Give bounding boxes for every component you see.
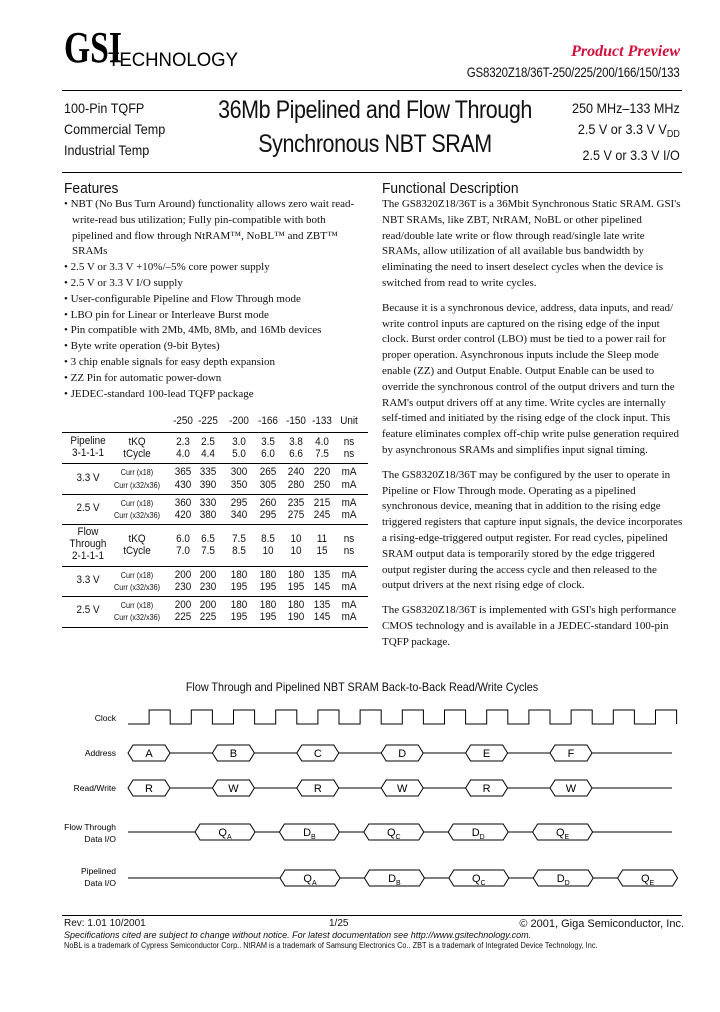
table-param: Curr (x32/x36)	[113, 613, 161, 623]
flowthrough-data-value-main: D	[303, 827, 312, 839]
table-rule	[62, 627, 368, 628]
table-cell: 350	[230, 478, 248, 491]
table-param: Curr (x32/x36)	[113, 583, 161, 592]
table-param: tCycle	[123, 545, 151, 557]
table-cell: 15	[316, 545, 328, 557]
table-section-label: Pipeline	[70, 435, 106, 447]
functional-description	[382, 197, 684, 660]
table-cell: 365	[174, 466, 192, 479]
table-cell: mA	[341, 599, 357, 612]
feature-item: • NBT (No Bus Turn Around) functionality allows zero wait read-write-read bus utilization; Fully pin-compatible with both pipelined and flow through NtRAM™, NoBL™ and ZBT™ SRAMs	[64, 198, 355, 258]
part-number: GS8320Z18/36T-250/225/200/166/150/133	[467, 64, 680, 80]
table-cell: 6.6	[289, 448, 303, 461]
table-cell: 195	[230, 581, 248, 593]
vdd-sub: DD	[666, 129, 680, 140]
table-section-label: 3.3 V	[76, 471, 100, 484]
table-param: tCycle	[123, 448, 151, 461]
table-cell: 195	[287, 581, 305, 593]
package-type: 100-Pin TQFP	[64, 100, 145, 116]
feature-item: • 3 chip enable signals for easy depth expansion	[64, 355, 275, 368]
flowthrough-data-value-main: Q	[555, 827, 565, 839]
feature-item: • User-configurable Pipeline and Flow Through mode	[64, 292, 301, 305]
vdd-spec	[572, 119, 680, 145]
table-cell: 200	[199, 599, 217, 612]
table-cell: 225	[199, 611, 217, 624]
readwrite-label: Read/Write	[73, 783, 116, 793]
table-cell: 7.5	[315, 448, 329, 461]
table-col-header: -150	[286, 415, 306, 427]
table-col-header: -200	[229, 415, 249, 427]
table-cell: 260	[259, 496, 277, 509]
table-cell: 300	[230, 466, 248, 479]
table-cell: 145	[313, 581, 331, 593]
table-cell: 2.5	[201, 436, 215, 448]
table-cell: mA	[341, 611, 357, 624]
table-cell: 10	[290, 532, 302, 545]
table-cell: 145	[313, 611, 331, 624]
logo-word: TECHNOLOGY	[108, 50, 239, 71]
table-cell: 195	[230, 611, 248, 624]
table-param: Curr (x18)	[120, 468, 154, 478]
flow-through-label-2: Data I/O	[84, 834, 116, 844]
page-number: 1/25	[329, 918, 349, 929]
title-rule	[62, 172, 682, 173]
address-value: A	[145, 748, 153, 760]
table-cell: 180	[230, 568, 248, 581]
table-rule	[62, 432, 368, 433]
flowthrough-data-value-main: D	[471, 827, 480, 839]
flowthrough-data-value-sub: E	[564, 834, 570, 841]
table-cell: 295	[259, 509, 277, 521]
table-cell: 390	[199, 478, 217, 491]
table-cell: 8.5	[232, 545, 246, 557]
flowthrough-data-value-sub: B	[311, 834, 316, 841]
diagram-title: Flow Through and Pipelined NBT SRAM Back-to-Back Read/Write Cycles	[185, 680, 539, 694]
readwrite-value: R	[482, 783, 491, 795]
table-cell: 6.0	[176, 532, 190, 545]
table-cell: 10	[290, 545, 302, 557]
table-cell: 195	[259, 581, 277, 593]
table-rule	[62, 566, 368, 567]
table-cell: 225	[174, 611, 192, 624]
table-cell: 245	[313, 509, 331, 521]
table-cell: 200	[174, 599, 192, 612]
feature-item: • Pin compatible with 2Mb, 4Mb, 8Mb, and 16Mb devices	[64, 324, 322, 337]
table-cell: 340	[230, 509, 248, 521]
table-cell: 180	[287, 568, 305, 581]
table-param: Curr (x32/x36)	[113, 480, 161, 490]
table-cell: mA	[341, 568, 357, 581]
table-rule	[62, 463, 368, 464]
table-cell: 230	[199, 581, 217, 593]
table-cell: 305	[259, 478, 277, 491]
table-cell: 2.3	[176, 436, 190, 448]
table-cell: 335	[199, 466, 217, 479]
pipelined-data-value-main: Q	[303, 873, 312, 885]
trademark-notice: NoBL is a trademark of Cypress Semiconductor Corp.. NtRAM is a trademark of Samsung Electronics Co.. ZBT is a trademark of Integrated Device Technology, Inc.	[64, 941, 598, 950]
address-label: Address	[84, 748, 116, 758]
address-value: E	[482, 748, 491, 760]
header-rule	[62, 90, 682, 91]
table-cell: 7.0	[176, 545, 190, 557]
table-cell: 190	[287, 611, 305, 624]
table-cell: 11	[316, 532, 328, 545]
flowthrough-data-value-sub: C	[395, 834, 401, 841]
frequency-range: 250 MHz–133 MHz	[572, 100, 680, 116]
table-cell: 180	[287, 599, 305, 612]
table-cell: 7.5	[232, 532, 246, 545]
table-section-label: 2-1-1-1	[72, 550, 104, 563]
table-cell: 295	[230, 496, 248, 509]
pipelined-data-value-main: D	[556, 873, 565, 885]
table-section-label: Flow	[77, 525, 99, 538]
readwrite-value: R	[145, 783, 153, 795]
table-cell: 360	[174, 496, 192, 509]
table-cell: 265	[259, 466, 277, 479]
pipelined-label-2: Data I/O	[84, 878, 116, 888]
product-preview-label: Product Preview	[571, 43, 680, 60]
table-cell: mA	[341, 581, 357, 593]
table-cell: 4.0	[176, 448, 190, 461]
table-cell: 5.0	[232, 448, 246, 461]
table-cell: 3.8	[289, 436, 303, 448]
table-cell: 4.4	[201, 448, 215, 461]
table-cell: 420	[174, 509, 192, 521]
table-section-label: 2.5 V	[76, 501, 100, 514]
vio-spec: 2.5 V or 3.3 V I/O	[582, 147, 680, 163]
pipelined-data-value-sub: C	[480, 880, 486, 887]
table-cell: 10	[262, 545, 274, 557]
table-rule	[62, 596, 368, 597]
pipelined-data-value-sub: D	[564, 880, 570, 887]
flowthrough-data-value-sub: D	[479, 834, 485, 841]
table-cell: 200	[199, 568, 217, 581]
gsi-logo-graphic	[64, 22, 249, 76]
electrical-summary	[572, 98, 680, 166]
table-col-header: -250	[173, 415, 193, 427]
timing-diagram	[62, 700, 682, 900]
table-cell: 7.5	[201, 545, 215, 557]
readwrite-value: W	[228, 783, 239, 795]
table-cell: 220	[313, 466, 331, 479]
address-value: D	[398, 748, 407, 760]
readwrite-value: R	[313, 783, 322, 795]
table-cell: 200	[174, 568, 192, 581]
package-info	[64, 98, 165, 161]
table-cell: ns	[343, 532, 355, 545]
page-title	[212, 93, 539, 161]
vdd-text: 2.5 V or 3.3 V V	[578, 121, 667, 137]
readwrite-value: W	[565, 783, 577, 795]
title-line-2: Synchronous NBT SRAM	[258, 130, 492, 158]
table-section-label: 3.3 V	[76, 573, 100, 586]
flowthrough-data-value-sub: A	[226, 834, 232, 841]
table-param: tKQ	[128, 532, 146, 545]
footer-rule	[62, 915, 682, 916]
features-heading: Features	[64, 180, 119, 197]
table-cell: 135	[313, 568, 331, 581]
table-section-label: 2.5 V	[76, 604, 100, 617]
logo-letters: GSI	[64, 23, 122, 72]
table-cell: 195	[259, 611, 277, 624]
table-cell: 275	[287, 509, 305, 521]
table-param: Curr (x18)	[120, 498, 154, 508]
pipelined-data-value-main: D	[388, 873, 397, 885]
features-list	[64, 197, 369, 402]
table-cell: 230	[174, 581, 192, 593]
pipelined-data-value-sub: B	[396, 880, 401, 887]
table-cell: 430	[174, 478, 192, 491]
address-value: C	[313, 748, 322, 760]
gsi-logo	[64, 22, 249, 81]
table-section-label: Through	[69, 537, 107, 550]
flow-through-label-1: Flow Through	[64, 822, 116, 832]
table-cell: 180	[259, 568, 277, 581]
pipelined-data-value-sub: A	[311, 880, 317, 887]
table-param: tKQ	[128, 436, 146, 448]
feature-item: • 2.5 V or 3.3 V +10%/–5% core power supply	[64, 261, 270, 274]
table-cell: ns	[343, 545, 355, 557]
table-col-header: -166	[258, 415, 278, 427]
table-cell: 4.0	[315, 436, 329, 448]
feature-item: • Byte write operation (9-bit Bytes)	[64, 340, 220, 353]
clock-waveform	[128, 710, 677, 724]
table-cell: ns	[343, 436, 355, 448]
feature-item: • 2.5 V or 3.3 V I/O supply	[64, 276, 183, 289]
feature-item: • LBO pin for Linear or Interleave Burst mode	[64, 308, 269, 321]
table-cell: 135	[313, 599, 331, 612]
title-line-1: 36Mb Pipelined and Flow Through	[218, 96, 532, 124]
table-cell: mA	[341, 509, 357, 521]
address-value: B	[229, 748, 238, 760]
table-cell: 6.0	[261, 448, 275, 461]
spec-notice: Specifications cited are subject to change without notice. For latest documentation see http://www.gsitechnology.com.	[64, 930, 532, 940]
functional-paragraph: The GS8320Z18/36T is a 36Mbit Synchronous Static SRAM. GSI's NBT SRAMs, like ZBT, NtRAM, NoBL or other pipelined read/double late write or flow through read/single late write SRAMs, allow utilization of all available bus bandwidth by eliminating the need to insert deselect cycles when the device is switched from read to write cycles.	[382, 198, 681, 289]
table-cell: 250	[313, 478, 331, 491]
table-cell: 280	[287, 478, 305, 491]
table-rule	[62, 494, 368, 495]
readwrite-value: W	[397, 783, 408, 795]
table-cell: 8.5	[261, 532, 275, 545]
revision: Rev: 1.01 10/2001	[64, 918, 146, 929]
table-cell: 180	[259, 599, 277, 612]
table-cell: ns	[343, 448, 355, 461]
table-cell: mA	[341, 496, 357, 509]
table-col-header: -225	[198, 415, 218, 427]
functional-heading: Functional Description	[382, 180, 519, 197]
functional-paragraph: The GS8320Z18/36T is implemented with GSI's high performance CMOS technology and is available in a JEDEC-standard 100-pin TQFP package.	[382, 604, 677, 648]
flowthrough-data-value-main: Q	[218, 827, 227, 839]
copyright: © 2001, Giga Semiconductor, Inc.	[519, 918, 684, 930]
flowthrough-data-value-main: Q	[386, 827, 396, 839]
pipelined-data-value-main: Q	[471, 873, 481, 885]
feature-item: • JEDEC-standard 100-lead TQFP package	[64, 387, 254, 400]
table-section-label: 3-1-1-1	[72, 447, 104, 460]
table-col-header: Unit	[340, 415, 358, 427]
table-cell: 235	[287, 496, 305, 509]
table-cell: 380	[199, 509, 217, 521]
table-cell: mA	[341, 466, 357, 479]
temp-industrial: Industrial Temp	[64, 142, 150, 158]
functional-paragraph: Because it is a synchronous device, address, data inputs, and read/ write control inputs are captured on the rising edge of the input clock. Burst order control (LBO) must be tied to a power rail for proper operation. Asynchronous inputs include the Sleep mode enable (ZZ) and Output Enable. Output Enable can be used to override the synchronous control of the output drivers and turn the RAM's output drivers off at any time. Write cycles are internally self-timed and initiated by the rising edge of the clock input. This feature eliminates complex off-chip write pulse generation required by asynchronous SRAMs and simplifies input signal timing.	[382, 301, 679, 456]
pipelined-label-1: Pipelined	[81, 866, 116, 876]
table-param: Curr (x18)	[120, 601, 154, 611]
table-cell: 215	[313, 496, 331, 509]
table-param: Curr (x18)	[120, 570, 154, 580]
table-cell: 3.5	[261, 436, 275, 448]
table-param: Curr (x32/x36)	[113, 511, 161, 520]
pipelined-data-value-sub: E	[649, 880, 655, 887]
table-col-header: -133	[312, 415, 332, 427]
table-cell: 330	[199, 496, 217, 509]
feature-item: • ZZ Pin for automatic power-down	[64, 371, 222, 384]
table-cell: 240	[287, 466, 305, 479]
functional-paragraph: The GS8320Z18/36T may be configured by the user to operate in Pipeline or Flow Through mode. Operating as a pipelined synchronous device, meaning that in addition to the rising edge triggered registers that capture input signals, the device incorporates a rising-edge-triggered output register. For read cycles, pipelined SRAM output data is temporarily stored by the edge triggered output register during the access cycle and then released to the output drivers at the next rising edge of clock.	[382, 468, 683, 592]
table-cell: mA	[341, 478, 357, 491]
table-cell: 3.0	[232, 436, 246, 448]
clock-label: Clock	[94, 713, 116, 723]
pipelined-data-value-main: Q	[640, 873, 650, 885]
table-cell: 6.5	[201, 532, 215, 545]
address-value: F	[567, 748, 575, 760]
temp-commercial: Commercial Temp	[64, 121, 166, 137]
table-cell: 180	[230, 599, 248, 612]
